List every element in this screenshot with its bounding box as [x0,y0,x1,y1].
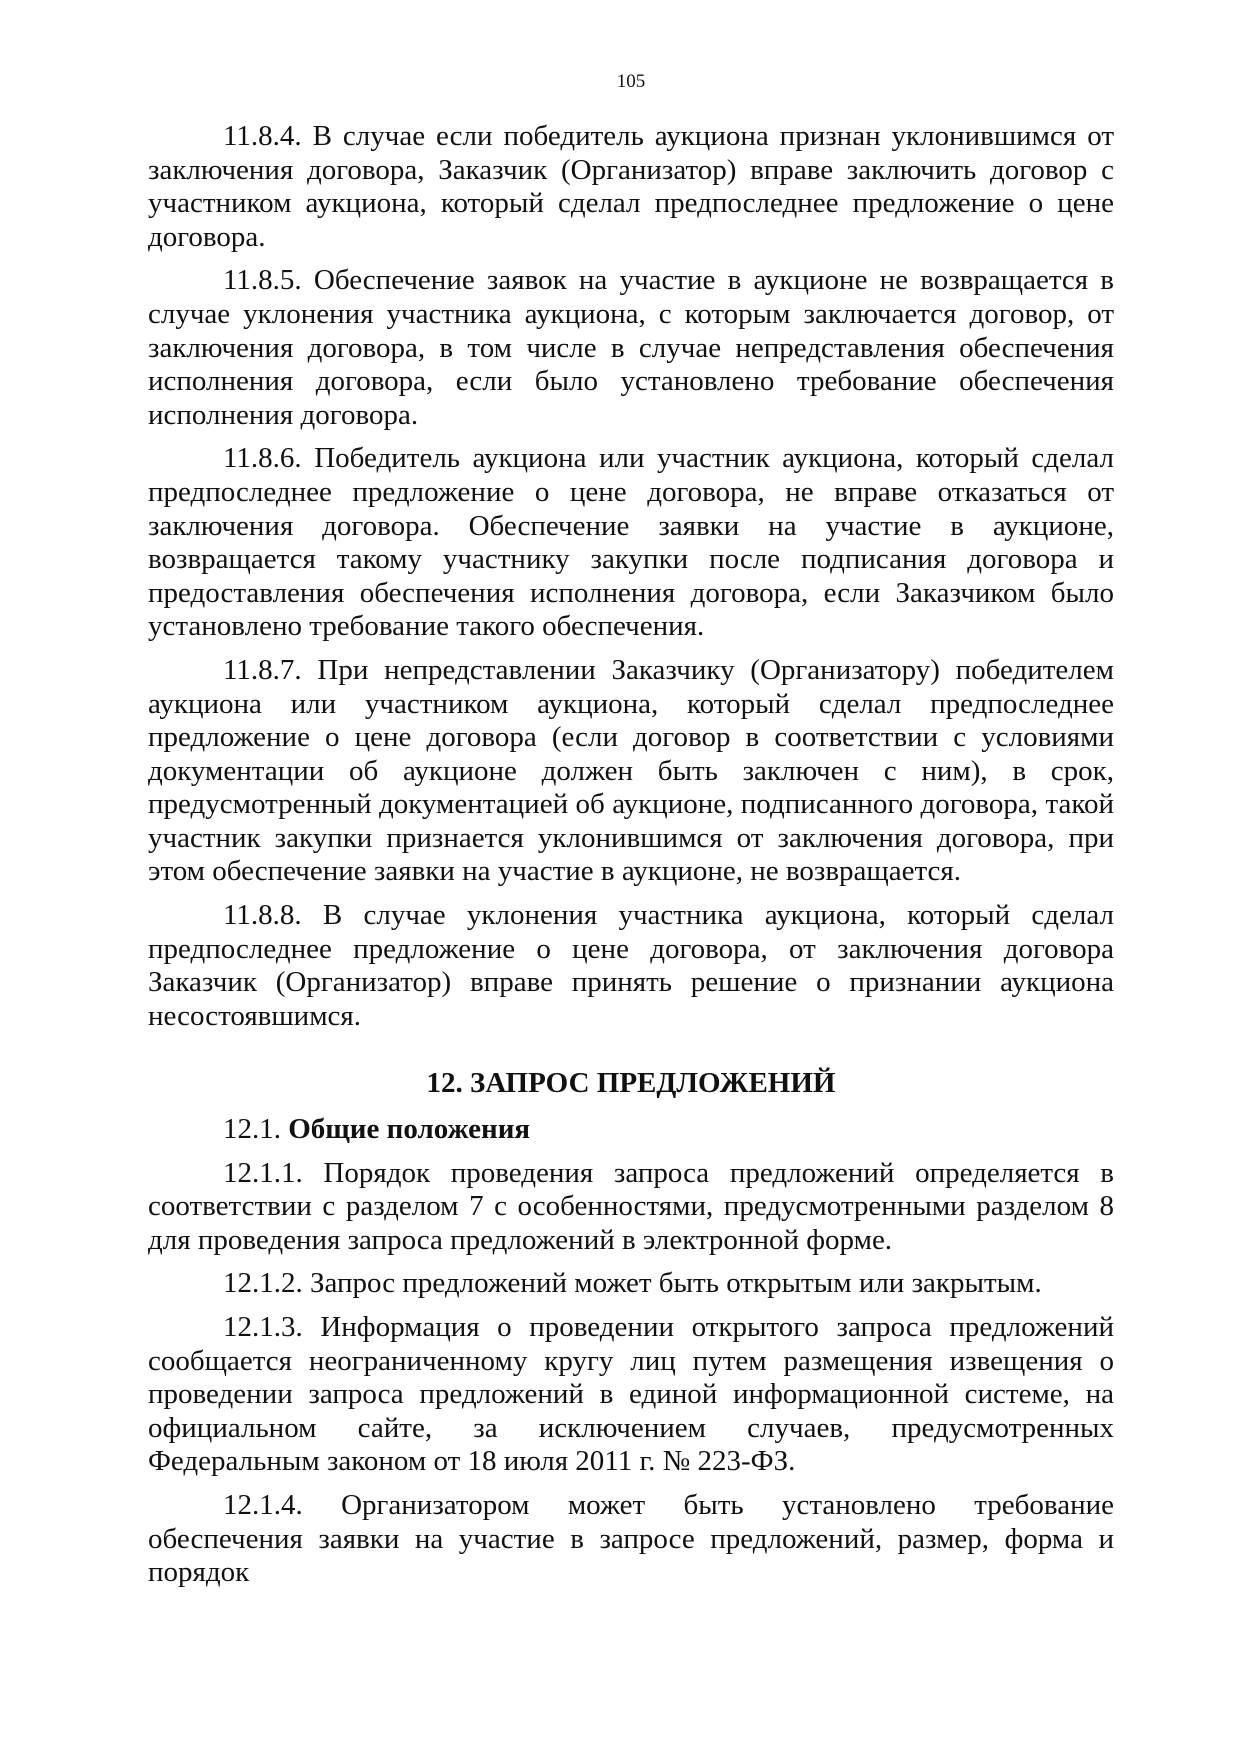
paragraph-11-8-8: 11.8.8. В случае уклонения участника аукциона, который сделал предпоследнее предложение о цене договора, от заключения договора Заказчик (Организатор) вправе принять решение о признании аукциона несостоявшимся. [148,899,1114,1032]
subsection-number: 12.1. [223,1113,281,1146]
section-heading: 12. ЗАПРОС ПРЕДЛОЖЕНИЙ [426,1067,836,1100]
paragraph-11-8-7: 11.8.7. При непредставлении Заказчику (Организатору) победителем аукциона или участником аукциона, который сделал предпоследнее предложение о цене договора (если договор в соответствии с условиями документации об аукционе должен быть заключен с ним), в срок, предусмотренный документацией об аукционе, подписанного договора, такой участник закупки признается уклонившимся от заключения договора, при этом обеспечение заявки на участие в аукционе, не возвращается. [148,653,1114,888]
page-number: 105 [616,71,646,92]
paragraph-12-1-1: 12.1.1. Порядок проведения запроса предложений определяется в соответствии с разделом 7 с особенностями, предусмотренными разделом 8 для проведения запроса предложений в электронной форме. [148,1156,1114,1256]
paragraph-12-1-4: 12.1.4. Организатором может быть установлено требование обеспечения заявки на участие в запросе предложений, размер, форма и порядок [148,1488,1114,1589]
paragraph-11-8-6: 11.8.6. Победитель аукциона или участник аукциона, который сделал предпоследнее предложение о цене договора, не вправе отказаться от заключения договора. Обеспечение заявки на участие в аукционе, возвращается такому участнику закупки после подписания договора и предоставления обеспечения исполнения договора, если Заказчиком было установлено требование такого обеспечения. [148,442,1114,643]
paragraph-12-1-2: 12.1.2. Запрос предложений может быть открытым или закрытым. [223,1267,1042,1300]
subsection-title: Общие положения [288,1113,531,1146]
document-page [148,70,1114,1600]
subsection-heading [148,1113,1114,1147]
paragraph-11-8-4: 11.8.4. В случае если победитель аукциона признан уклонившимся от заключения договора, Заказчик (Организатор) вправе заключить договор с участником аукциона, который сделал предпоследнее предложение о цене договора. [148,120,1114,253]
paragraph-11-8-5: 11.8.5. Обеспечение заявок на участие в аукционе не возвращается в случае уклонения участника аукциона, с которым заключается договор, от заключения договора, в том числе в случае непредставления обеспечения исполнения договора, если было установлено требование обеспечения исполнения договора. [148,264,1114,431]
paragraph-12-1-3: 12.1.3. Информация о проведении открытого запроса предложений сообщается неограниченному кругу лиц путем размещения извещения о проведении запроса предложений в единой информационной системе, на официальном сайте, за исключением случаев, предусмотренных Федеральным законом от 18 июля 2011 г. № 223-ФЗ. [148,1311,1114,1478]
